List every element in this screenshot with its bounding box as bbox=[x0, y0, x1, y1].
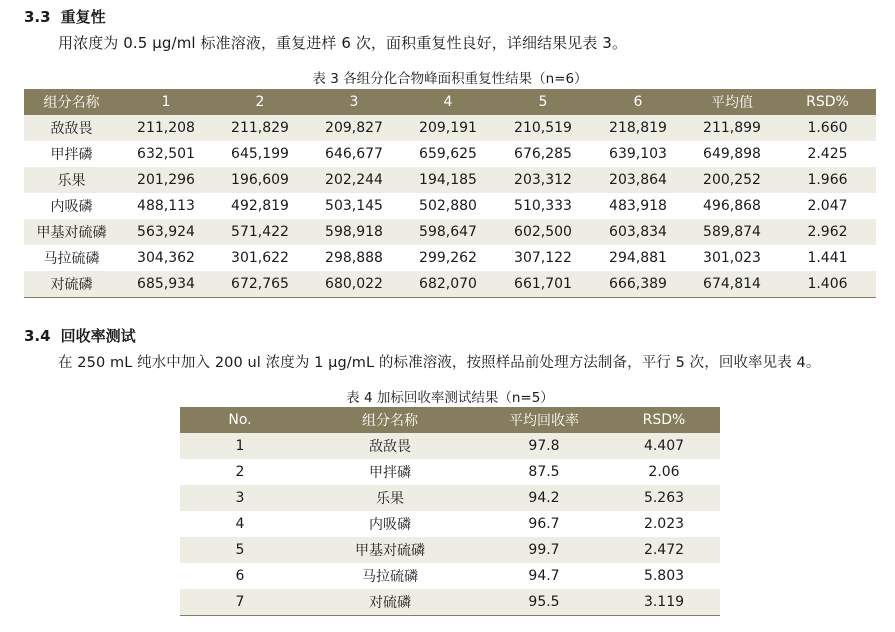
table-cell: 96.7 bbox=[480, 511, 608, 537]
table-cell: 483,918 bbox=[591, 193, 685, 219]
table-cell: 209,191 bbox=[401, 115, 495, 141]
table-cell: 2.047 bbox=[779, 193, 876, 219]
table-row bbox=[180, 485, 720, 511]
table-cell: 649,898 bbox=[685, 141, 779, 167]
table-cell: 603,834 bbox=[591, 219, 685, 245]
table-row bbox=[180, 537, 720, 563]
table-cell: 632,501 bbox=[119, 141, 213, 167]
table-cell: 307,122 bbox=[495, 245, 591, 271]
table-cell: 602,500 bbox=[495, 219, 591, 245]
table-cell: 马拉硫磷 bbox=[300, 563, 480, 589]
table-row bbox=[24, 115, 876, 141]
table-cell: 666,389 bbox=[591, 271, 685, 298]
table-cell: 对硫磷 bbox=[300, 589, 480, 616]
table-cell: 492,819 bbox=[213, 193, 307, 219]
table-cell: 2.425 bbox=[779, 141, 876, 167]
table-cell: 乐果 bbox=[24, 167, 119, 193]
table-cell: 301,622 bbox=[213, 245, 307, 271]
table-cell: 589,874 bbox=[685, 219, 779, 245]
header-cell: 4 bbox=[401, 89, 495, 115]
table-cell: 5 bbox=[180, 537, 300, 563]
table-cell: 680,022 bbox=[307, 271, 401, 298]
table-cell: 496,868 bbox=[685, 193, 779, 219]
table-cell: 97.8 bbox=[480, 433, 608, 459]
table-cell: 488,113 bbox=[119, 193, 213, 219]
table-cell: 674,814 bbox=[685, 271, 779, 298]
table-cell: 95.5 bbox=[480, 589, 608, 616]
section-3-3-heading bbox=[24, 6, 106, 27]
section-number: 3.3 bbox=[24, 8, 51, 26]
section-3-4-heading bbox=[24, 325, 136, 346]
table-cell: 210,519 bbox=[495, 115, 591, 141]
table-cell: 内吸磷 bbox=[24, 193, 119, 219]
table-cell: 646,677 bbox=[307, 141, 401, 167]
table-cell: 196,609 bbox=[213, 167, 307, 193]
table-row bbox=[180, 511, 720, 537]
table-cell: 685,934 bbox=[119, 271, 213, 298]
section-title: 回收率测试 bbox=[60, 327, 136, 345]
table-cell: 304,362 bbox=[119, 245, 213, 271]
table-row bbox=[24, 245, 876, 271]
table-cell: 211,208 bbox=[119, 115, 213, 141]
table-cell: 211,899 bbox=[685, 115, 779, 141]
table-cell: 200,252 bbox=[685, 167, 779, 193]
table-cell: 563,924 bbox=[119, 219, 213, 245]
table-3-caption: 表 3 各组分化合物峰面积重复性结果（n=6） bbox=[312, 71, 588, 87]
table-4 bbox=[180, 407, 720, 616]
table-cell: 676,285 bbox=[495, 141, 591, 167]
table-cell: 659,625 bbox=[401, 141, 495, 167]
table-cell: 3.119 bbox=[608, 589, 720, 616]
header-cell: 2 bbox=[213, 89, 307, 115]
section-title: 重复性 bbox=[60, 8, 106, 26]
table-row bbox=[180, 563, 720, 589]
header-cell: No. bbox=[180, 407, 300, 433]
table-cell: 2 bbox=[180, 459, 300, 485]
table-cell: 3 bbox=[180, 485, 300, 511]
table-cell: 194,185 bbox=[401, 167, 495, 193]
table-4-caption: 表 4 加标回收率测试结果（n=5） bbox=[346, 390, 554, 406]
table-cell: 1 bbox=[180, 433, 300, 459]
table-cell: 4.407 bbox=[608, 433, 720, 459]
table-cell: 201,296 bbox=[119, 167, 213, 193]
header-cell: 平均回收率 bbox=[480, 407, 608, 433]
header-cell: 3 bbox=[307, 89, 401, 115]
table-cell: 马拉硫磷 bbox=[24, 245, 119, 271]
header-cell: 6 bbox=[591, 89, 685, 115]
table-row bbox=[24, 271, 876, 298]
table-cell: 甲拌磷 bbox=[24, 141, 119, 167]
table-cell: 645,199 bbox=[213, 141, 307, 167]
table-cell: 672,765 bbox=[213, 271, 307, 298]
table-cell: 2.06 bbox=[608, 459, 720, 485]
table-cell: 682,070 bbox=[401, 271, 495, 298]
table-cell: 87.5 bbox=[480, 459, 608, 485]
table-cell: 203,312 bbox=[495, 167, 591, 193]
table-cell: 2.962 bbox=[779, 219, 876, 245]
table-cell: 4 bbox=[180, 511, 300, 537]
header-cell: RSD% bbox=[608, 407, 720, 433]
table-cell: 甲基对硫磷 bbox=[24, 219, 119, 245]
table-cell: 6 bbox=[180, 563, 300, 589]
table-cell: 99.7 bbox=[480, 537, 608, 563]
table-cell: 甲基对硫磷 bbox=[300, 537, 480, 563]
header-cell: 5 bbox=[495, 89, 591, 115]
table-3-header-row bbox=[24, 89, 876, 115]
header-cell: 平均值 bbox=[685, 89, 779, 115]
table-cell: 敌敌畏 bbox=[24, 115, 119, 141]
header-cell: 1 bbox=[119, 89, 213, 115]
table-cell: 502,880 bbox=[401, 193, 495, 219]
section-number: 3.4 bbox=[24, 327, 51, 345]
table-cell: 301,023 bbox=[685, 245, 779, 271]
table-4-header-row bbox=[180, 407, 720, 433]
table-cell: 203,864 bbox=[591, 167, 685, 193]
table-cell: 211,829 bbox=[213, 115, 307, 141]
table-row bbox=[180, 433, 720, 459]
table-cell: 1.966 bbox=[779, 167, 876, 193]
section-3-4-paragraph: 在 250 mL 纯水中加入 200 ul 浓度为 1 µg/mL 的标准溶液，按照样品前处理方法制备，平行 5 次，回收率见表 4。 bbox=[58, 355, 821, 371]
table-cell: 1.660 bbox=[779, 115, 876, 141]
table-cell: 5.263 bbox=[608, 485, 720, 511]
table-cell: 202,244 bbox=[307, 167, 401, 193]
table-cell: 571,422 bbox=[213, 219, 307, 245]
table-cell: 294,881 bbox=[591, 245, 685, 271]
table-3 bbox=[24, 89, 876, 298]
table-cell: 94.7 bbox=[480, 563, 608, 589]
section-3-3-paragraph: 用浓度为 0.5 µg/ml 标准溶液，重复进样 6 次，面积重复性良好，详细结果见表 3。 bbox=[58, 34, 628, 52]
table-cell: 218,819 bbox=[591, 115, 685, 141]
table-row bbox=[24, 167, 876, 193]
table-cell: 内吸磷 bbox=[300, 511, 480, 537]
table-cell: 299,262 bbox=[401, 245, 495, 271]
table-cell: 敌敌畏 bbox=[300, 433, 480, 459]
table-cell: 5.803 bbox=[608, 563, 720, 589]
table-cell: 503,145 bbox=[307, 193, 401, 219]
table-row bbox=[24, 193, 876, 219]
header-cell: 组分名称 bbox=[300, 407, 480, 433]
table-row bbox=[24, 141, 876, 167]
table-row bbox=[24, 219, 876, 245]
table-cell: 2.023 bbox=[608, 511, 720, 537]
table-cell: 661,701 bbox=[495, 271, 591, 298]
header-cell: RSD% bbox=[779, 89, 876, 115]
table-cell: 乐果 bbox=[300, 485, 480, 511]
table-cell: 甲拌磷 bbox=[300, 459, 480, 485]
table-cell: 7 bbox=[180, 589, 300, 616]
header-cell: 组分名称 bbox=[24, 89, 119, 115]
table-cell: 94.2 bbox=[480, 485, 608, 511]
table-cell: 639,103 bbox=[591, 141, 685, 167]
table-cell: 1.441 bbox=[779, 245, 876, 271]
table-cell: 1.406 bbox=[779, 271, 876, 298]
table-cell: 298,888 bbox=[307, 245, 401, 271]
table-cell: 510,333 bbox=[495, 193, 591, 219]
table-cell: 598,918 bbox=[307, 219, 401, 245]
table-cell: 2.472 bbox=[608, 537, 720, 563]
table-cell: 598,647 bbox=[401, 219, 495, 245]
table-row bbox=[180, 459, 720, 485]
table-row bbox=[180, 589, 720, 616]
table-cell: 对硫磷 bbox=[24, 271, 119, 298]
table-cell: 209,827 bbox=[307, 115, 401, 141]
